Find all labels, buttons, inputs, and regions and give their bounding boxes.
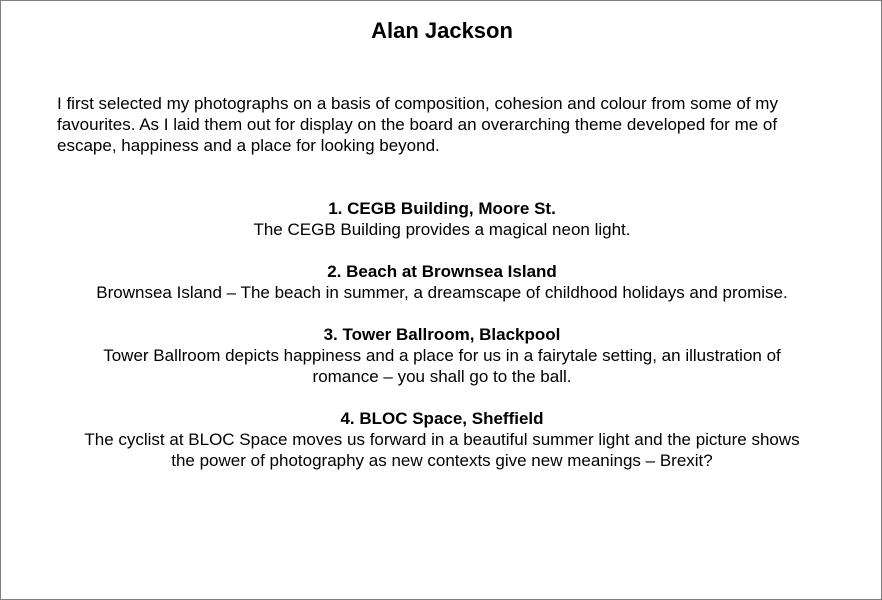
photo-description: The cyclist at BLOC Space moves us forward in a beautiful summer light and the picture shows the power of photography as new contexts give new meanings – Brexit? [84, 430, 800, 470]
photo-entry-3 [41, 324, 843, 387]
photo-entry-2 [41, 261, 843, 303]
document-title: Alan Jackson [371, 18, 513, 43]
photo-heading: 4. BLOC Space, Sheffield [340, 409, 544, 428]
photo-entry-1 [41, 198, 843, 240]
photo-heading: 3. Tower Ballroom, Blackpool [323, 325, 561, 344]
photo-list [41, 198, 843, 492]
photo-description: Tower Ballroom depicts happiness and a place for us in a fairytale setting, an illustration of romance – you shall go to the ball. [103, 346, 781, 386]
photo-description: Brownsea Island – The beach in summer, a dreamscape of childhood holidays and promise. [96, 283, 788, 302]
photo-heading: 2. Beach at Brownsea Island [327, 262, 557, 281]
intro-paragraph: I first selected my photographs on a basis of composition, cohesion and colour from some of my favourites. As I laid them out for display on the board an overarching theme developed for me of escape, happiness and a place for looking beyond. [57, 94, 778, 155]
photo-description: The CEGB Building provides a magical neon light. [253, 220, 631, 239]
photo-heading: 1. CEGB Building, Moore St. [328, 199, 556, 218]
photo-entry-4 [41, 408, 843, 471]
